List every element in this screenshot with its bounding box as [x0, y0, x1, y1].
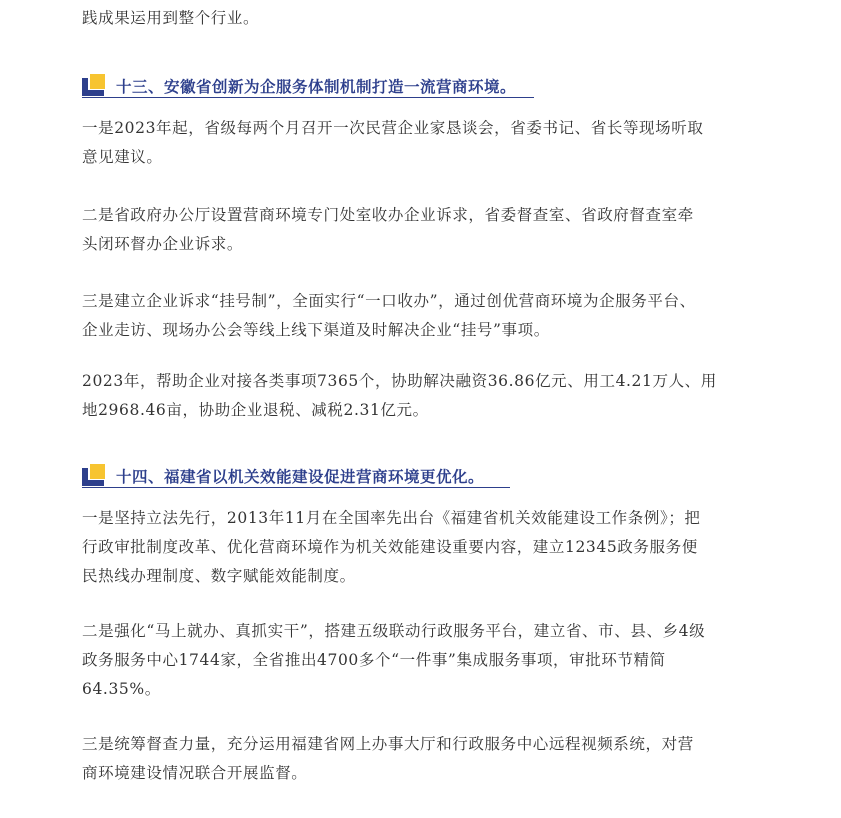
paragraph — [82, 201, 694, 259]
paragraph-line: 地2968.46亩，协助企业退税、减税2.31亿元。 — [82, 401, 429, 419]
section-heading-14 — [82, 462, 762, 494]
paragraph-line: 头闭环督办企业诉求。 — [82, 235, 244, 253]
paragraph-line: 商环境建设情况联合开展监督。 — [82, 764, 308, 782]
paragraph-line: 三是建立企业诉求“挂号制”，全面实行“一口收办”，通过创优营商环境为企服务平台、 — [82, 292, 696, 310]
paragraph-line: 政务服务中心1744家，全省推出4700多个“一件事”集成服务事项，审批环节精简 — [82, 651, 666, 669]
paragraph — [82, 287, 696, 345]
paragraph — [82, 617, 705, 704]
paragraph-line: 民热线办理制度、数字赋能效能制度。 — [82, 567, 356, 585]
intro-line: 践成果运用到整个行业。 — [82, 9, 260, 27]
paragraph-line: 意见建议。 — [82, 148, 163, 166]
paragraph-line: 一是坚持立法先行，2013年11月在全国率先出台《福建省机关效能建设工作条例》；把 — [82, 509, 701, 527]
paragraph-line: 二是强化“马上就办、真抓实干”，搭建五级联动行政服务平台，建立省、市、县、乡4级 — [82, 622, 706, 640]
heading-underline — [82, 97, 534, 98]
paragraph-line: 三是统筹督查力量，充分运用福建省网上办事大厅和行政服务中心远程视频系统，对营 — [82, 735, 694, 753]
section-title: 十四、福建省以机关效能建设促进营商环境更优化。 — [116, 467, 485, 486]
paragraph — [82, 114, 703, 172]
paragraph-line: 二是省政府办公厅设置营商环境专门处室收办企业诉求，省委督查室、省政府督查室牵 — [82, 206, 694, 224]
paragraph-line: 2023年，帮助企业对接各类事项7365个，协助解决融资36.86亿元、用工4.21万人、用 — [82, 372, 717, 390]
section-heading-13 — [82, 72, 762, 104]
paragraph — [82, 367, 717, 425]
heading-marker-icon — [82, 462, 106, 488]
paragraph-line: 64.35%。 — [82, 680, 161, 698]
paragraph — [82, 504, 701, 591]
paragraph — [82, 730, 694, 788]
section-title: 十三、安徽省创新为企服务体制机制打造一流营商环境。 — [116, 77, 517, 96]
heading-marker-icon — [82, 72, 106, 98]
heading-underline — [82, 487, 510, 488]
paragraph-line: 一是2023年起，省级每两个月召开一次民营企业家恳谈会，省委书记、省长等现场听取 — [82, 119, 704, 137]
paragraph-line: 企业走访、现场办公会等线上线下渠道及时解决企业“挂号”事项。 — [82, 321, 550, 339]
intro-paragraph — [82, 4, 259, 33]
paragraph-line: 行政审批制度改革、优化营商环境作为机关效能建设重要内容，建立12345政务服务便 — [82, 538, 698, 556]
